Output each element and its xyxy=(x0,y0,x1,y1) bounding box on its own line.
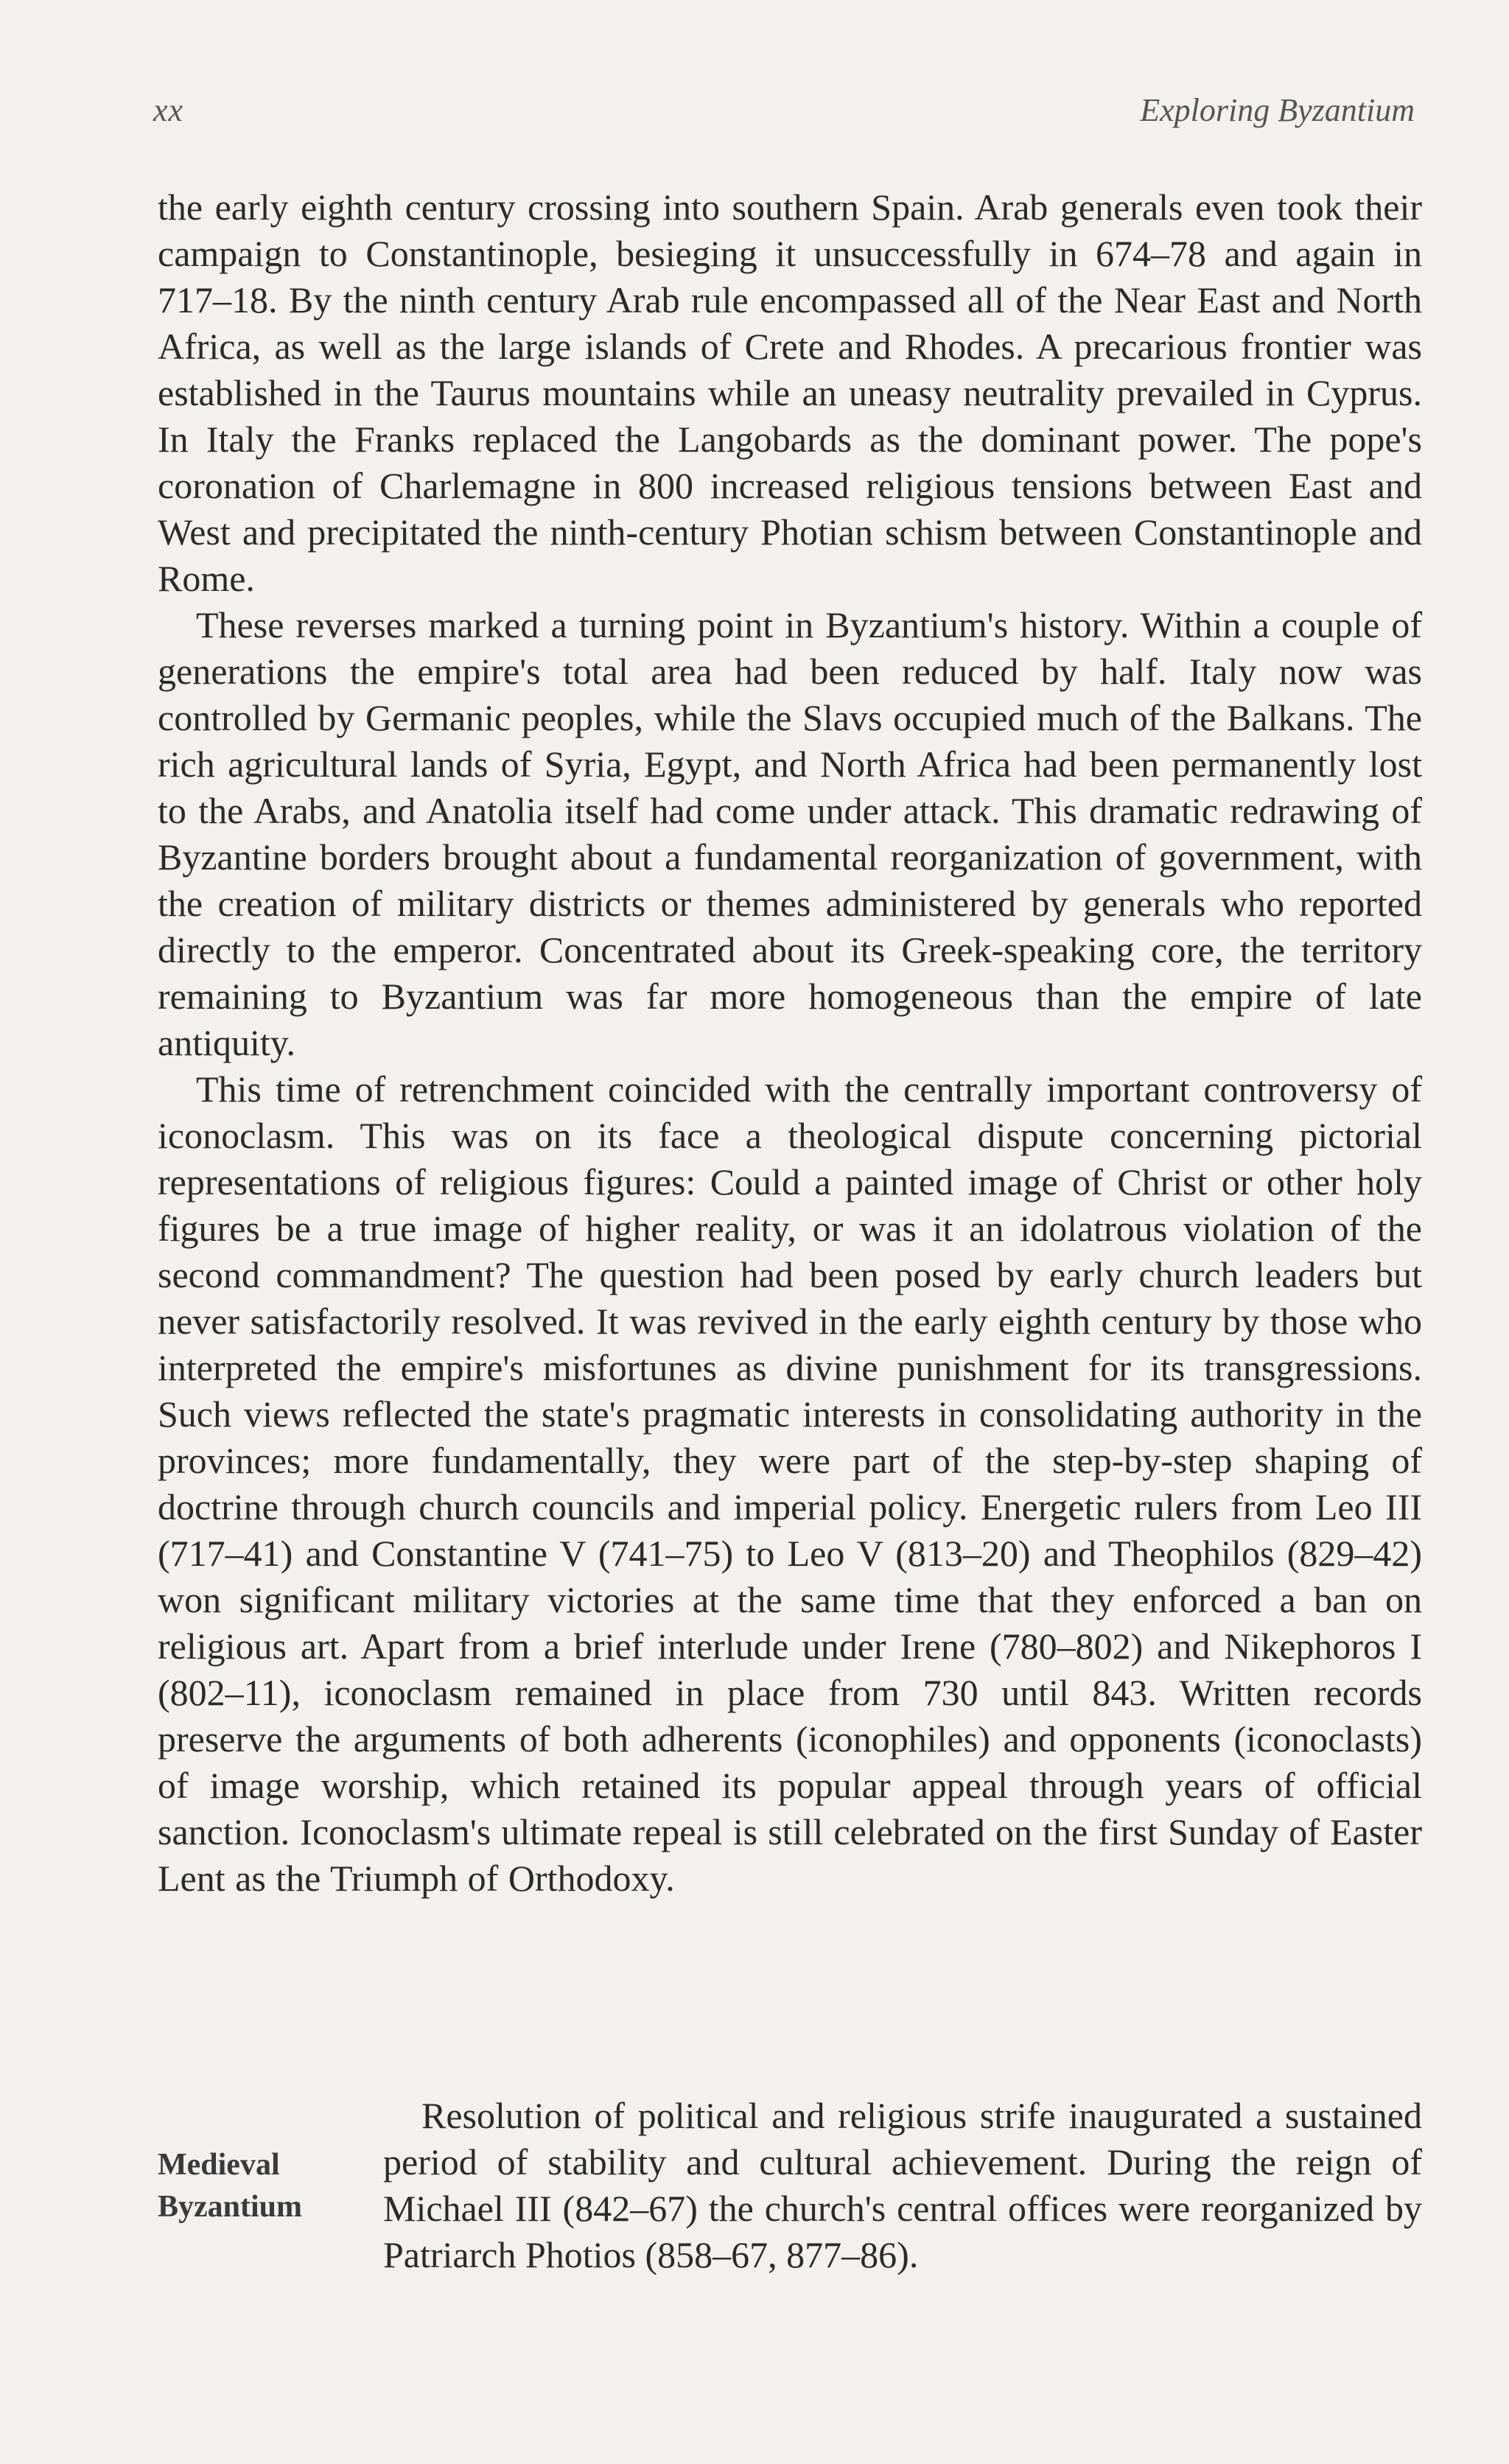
margin-heading-line: Byzantium xyxy=(158,2190,303,2224)
paragraph: These reverses marked a turning point in Byzantium's history. Within a couple of generations the empire's total area had been reduced by half. Italy now was controlled by Germanic peoples, while the Slavs occupied much of the Balkans. The rich agricultural lands of Syria, Egypt, and North Africa had been permanently lost to the Arabs, and Anatolia itself had come under attack. This dramatic redrawing of Byzantine borders brought about a fundamental reorganization of government, with the creation of military districts or themes administered by generals who reported directly to the emperor. Concentrated about its Greek-speaking core, the territory remaining to Byzantium was far more homogeneous than the empire of late antiquity. xyxy=(158,604,1422,1063)
section-paragraph: Resolution of political and religious strife inaugurated a sustained period of stability and cultural achievement. During the reign of Michael III (842–67) the church's central offices were reorganized by Patriarch Photios (858–67, 877–86). xyxy=(383,2095,1422,2275)
running-head: Exploring Byzantium xyxy=(1140,92,1415,128)
page-number: xx xyxy=(153,92,184,128)
paragraph: This time of retrenchment coincided with the centrally important controversy of iconoclasm. This was on its face a theological dispute concerning pictorial representations of religious figures: Could a painted image of Christ or other holy figures be a true image of higher reality, or was it an idolatrous violation of the second commandment? The question had been posed by early church leaders but never satisfactorily resolved. It was revived in the early eighth century by those who interpreted the empire's misfortunes as divine punishment for its transgressions. Such views reflected the state's pragmatic interests in consolidating authority in the provinces; more fundamentally, they were part of the step-by-step shaping of doctrine through church councils and imperial policy. Energetic rulers from Leo III (717–41) and Constantine V (741–75) to Leo V (813–20) and Theophilos (829–42) won significant military victories at the same time that they enforced a ban on religious art. Apart from a brief interlude under Irene (780–802) and Nikephoros I (802–11), iconoclasm remained in place from 730 until 843. Written records preserve the arguments of both adherents (iconophiles) and opponents (iconoclasts) of image worship, which retained its popular appeal through years of official sanction. Iconoclasm's ultimate repeal is still celebrated on the first Sunday of Easter Lent as the Triumph of Orthodoxy. xyxy=(158,1068,1422,1899)
paragraph-continued: the early eighth century crossing into southern Spain. Arab generals even took their campaign to Constantinople, besieging it unsuccessfully in 674–78 and again in 717–18. By the ninth century Arab rule encompassed all of the Near East and North Africa, as well as the large islands of Crete and Rhodes. A precarious frontier was established in the Taurus mountains while an uneasy neutrality prevailed in Cyprus. In Italy the Franks replaced the Langobards as the dominant power. The pope's coronation of Charlemagne in 800 increased religious tensions between East and West and precipitated the ninth-century Photian schism between Constantinople and Rome. xyxy=(158,186,1422,599)
body-text xyxy=(158,184,1422,1902)
margin-heading xyxy=(158,2144,379,2228)
margin-heading-line: Medieval xyxy=(158,2148,280,2182)
